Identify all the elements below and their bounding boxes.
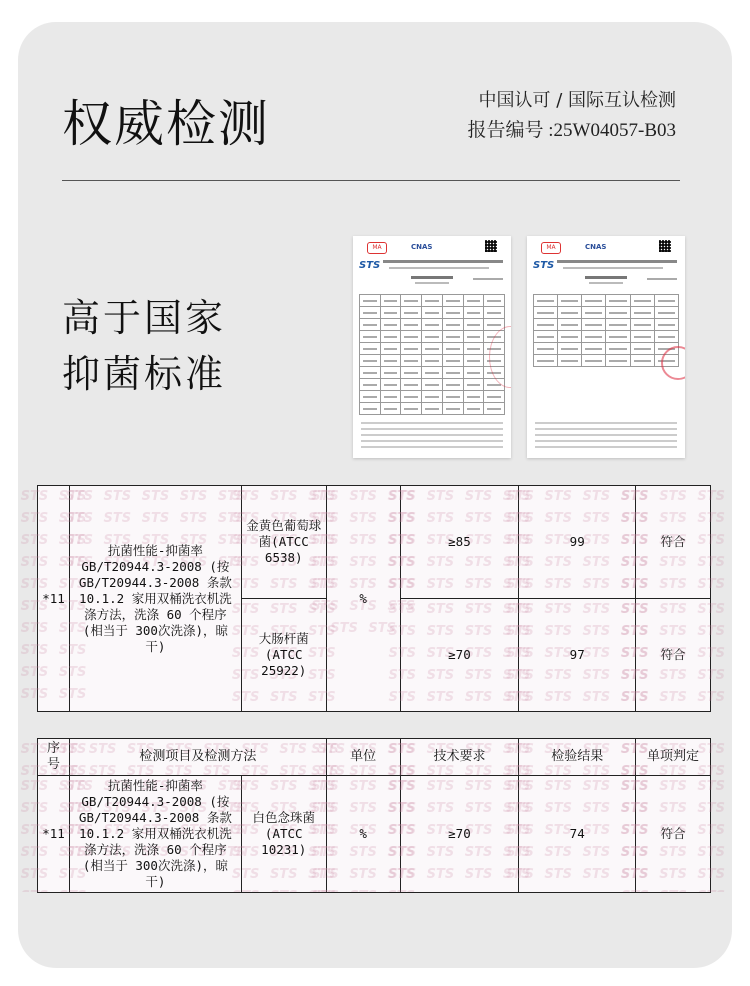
header-verdict: STS STS STS STS STS STS STS STS STS STS STS STS STS STS STS STS STS STS STS STS 单项判定 bbox=[636, 739, 711, 776]
header-seq: STS STS STS STS STS STS STS STS STS STS STS STS STS STS STS STS STS STS STS STS 序号 bbox=[38, 739, 70, 776]
result-cell: STS STS STS STS STS STS STS STS STS STS STS STS STS STS STS STS STS STS STS STS 74 bbox=[519, 776, 636, 893]
unit-cell: STS STS STS STS STS STS STS STS STS STS STS STS STS STS STS STS STS STS STS STS % bbox=[326, 486, 400, 712]
header-method: STS STS STS STS STS STS STS STS STS STS STS STS STS STS STS STS STS STS STS STS 检测项目及检测方法 bbox=[69, 739, 326, 776]
report-number: 报告编号 :25W04057-B03 bbox=[467, 120, 676, 141]
qr-code-icon bbox=[659, 240, 671, 252]
seq-cell: STS STS STS STS STS STS STS STS STS STS STS STS STS STS STS STS STS STS STS STS *11 bbox=[38, 486, 70, 712]
sts-logo: STS bbox=[533, 260, 555, 271]
requirement-cell: STS STS STS STS STS STS STS STS STS STS STS STS STS STS STS STS STS STS STS STS ≥85 bbox=[400, 486, 519, 599]
sts-logo: STS bbox=[359, 260, 381, 271]
method-cell: STS STS STS STS STS STS STS STS STS STS STS STS STS STS STS STS STS STS STS STS 抗菌性能-抑菌率 GB/T20944.3-2008 (按 GB/T20944.3-2008 条款10.1.2 家用双桶洗衣机洗涤方法，洗涤 60 个程序 (相当于 300次洗涤)，晾干) bbox=[69, 486, 241, 712]
divider bbox=[62, 180, 680, 181]
verdict-cell: STS STS STS STS STS STS STS STS STS STS STS STS STS STS STS STS STS STS STS STS 符合 bbox=[636, 776, 711, 893]
subheading-line-2: 抑菌标准 bbox=[62, 352, 227, 396]
qr-code-icon bbox=[485, 240, 497, 252]
subheading bbox=[62, 290, 226, 402]
accreditation-line: 中国认可 / 国际互认检测 bbox=[478, 90, 676, 111]
report-thumbnail-2: MA CNAS STS bbox=[527, 236, 685, 458]
header-result: STS STS STS STS STS STS STS STS STS STS STS STS STS STS STS STS STS STS STS STS 检验结果 bbox=[519, 739, 636, 776]
report-meta bbox=[468, 86, 676, 146]
test-results-table-2 bbox=[37, 738, 711, 893]
requirement-cell: STS STS STS STS STS STS STS STS STS STS STS STS STS STS STS STS STS STS STS STS ≥70 bbox=[400, 599, 519, 712]
verdict-cell: STS STS STS STS STS STS STS STS STS STS STS STS STS STS STS STS STS STS STS STS 符合 bbox=[636, 599, 711, 712]
seal-stamp bbox=[661, 346, 685, 380]
result-cell: STS STS STS STS STS STS STS STS STS STS STS STS STS STS STS STS STS STS STS STS 99 bbox=[519, 486, 636, 599]
organism-cell: STS STS STS STS STS STS STS STS STS STS STS STS STS STS STS STS STS STS STS STS 白色念珠菌 (ATCC 10231) bbox=[241, 776, 326, 893]
result-cell: STS STS STS STS STS STS STS STS STS STS STS STS STS STS STS STS STS STS STS STS 97 bbox=[519, 599, 636, 712]
seq-cell: STS STS STS STS STS STS STS STS STS STS STS STS STS STS STS STS STS STS STS STS *11 bbox=[38, 776, 70, 893]
test-results-table-1 bbox=[37, 485, 711, 712]
page-title: 权威检测 bbox=[62, 95, 270, 153]
header-requirement: STS STS STS STS STS STS STS STS STS STS STS STS STS STS STS STS STS STS STS STS 技术要求 bbox=[400, 739, 519, 776]
subheading-line-1: 高于国家 bbox=[62, 296, 227, 340]
header-unit: STS STS STS STS STS STS STS STS STS STS STS STS STS STS STS STS STS STS STS STS 单位 bbox=[326, 739, 400, 776]
verdict-cell: STS STS STS STS STS STS STS STS STS STS STS STS STS STS STS STS STS STS STS STS 符合 bbox=[636, 486, 711, 599]
requirement-cell: STS STS STS STS STS STS STS STS STS STS STS STS STS STS STS STS STS STS STS STS ≥70 bbox=[400, 776, 519, 893]
organism-cell: STS STS STS STS STS STS STS STS STS STS STS STS STS STS STS STS STS STS STS STS 大肠杆菌 (ATCC 25922) bbox=[241, 599, 326, 712]
organism-cell: STS STS STS STS STS STS STS STS STS STS STS STS STS STS STS STS STS STS STS STS 金黄色葡萄球菌(ATCC 6538) bbox=[241, 486, 326, 599]
method-cell: STS STS STS STS STS STS STS STS STS STS STS STS STS STS STS STS STS STS STS STS 抗菌性能-抑菌率 GB/T20944.3-2008 (按 GB/T20944.3-2008 条款10.1.2 家用双桶洗衣机洗涤方法，洗涤 60 个程序 (相当于 300次洗涤)，晾干) bbox=[69, 776, 241, 893]
report-thumbnail-1: MA CNAS STS bbox=[353, 236, 511, 458]
unit-cell: STS STS STS STS STS STS STS STS STS STS STS STS STS STS STS STS STS STS STS STS % bbox=[326, 776, 400, 893]
